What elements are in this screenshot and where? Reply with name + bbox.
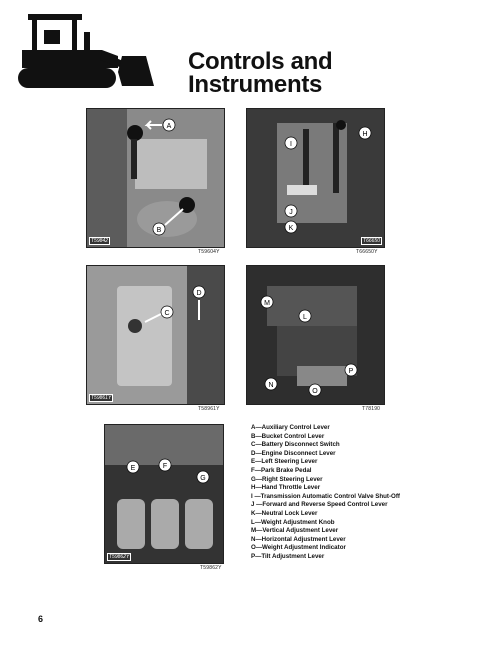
svg-text:K: K bbox=[288, 225, 294, 232]
svg-text:E: E bbox=[130, 465, 136, 472]
svg-text:F: F bbox=[162, 463, 168, 470]
photo-steering-throttle-levers bbox=[246, 108, 385, 248]
page-title-line2: Instruments bbox=[188, 71, 323, 98]
legend-item: E—Left Steering Lever bbox=[251, 458, 318, 466]
photo-caption: T78190 bbox=[362, 406, 381, 412]
callout-p bbox=[345, 364, 357, 376]
legend-item: K—Neutral Lock Lever bbox=[251, 509, 318, 517]
legend-item: B—Bucket Control Lever bbox=[251, 432, 325, 440]
photo-stamp: T59842 bbox=[91, 238, 108, 244]
legend-item: J —Forward and Reverse Speed Control Lever bbox=[251, 501, 388, 509]
photo-auxiliary-bucket-levers bbox=[86, 108, 225, 248]
svg-text:P: P bbox=[348, 368, 354, 375]
legend-item: A—Auxiliary Control Lever bbox=[251, 424, 330, 431]
svg-text:H: H bbox=[362, 131, 368, 138]
legend-item: D—Engine Disconnect Lever bbox=[251, 449, 336, 457]
legend-item: L—Weight Adjustment Knob bbox=[251, 518, 335, 526]
photo-pedals bbox=[104, 424, 224, 564]
callout-j bbox=[285, 205, 297, 217]
callout-n bbox=[265, 378, 277, 390]
callout-h bbox=[359, 127, 371, 139]
photo-seat-adjustments bbox=[246, 265, 385, 405]
callout-m bbox=[261, 296, 273, 308]
photo-disconnect-switches bbox=[86, 265, 225, 405]
legend-item: F—Park Brake Pedal bbox=[251, 466, 312, 474]
callout-k bbox=[285, 221, 297, 233]
legend-list bbox=[251, 424, 486, 562]
callout-o bbox=[309, 384, 321, 396]
page-title-line1: Controls and bbox=[188, 48, 333, 75]
legend-item: H—Hand Throttle Lever bbox=[251, 484, 321, 492]
callout-i bbox=[285, 137, 297, 149]
callout-e bbox=[127, 461, 139, 473]
page-number: 6 bbox=[38, 614, 44, 624]
svg-text:L: L bbox=[303, 314, 307, 321]
legend-item: G—Right Steering Lever bbox=[251, 475, 323, 483]
legend-item: O—Weight Adjustment Indicator bbox=[251, 544, 346, 552]
legend-item: N—Horizontal Adjustment Lever bbox=[251, 535, 346, 543]
photo-stamp: T59862Y bbox=[109, 554, 130, 560]
legend-item: M—Vertical Adjustment Lever bbox=[251, 527, 339, 535]
svg-text:N: N bbox=[268, 382, 274, 389]
photo-caption: T66650Y bbox=[356, 249, 378, 255]
legend-item: P—Tilt Adjustment Lever bbox=[251, 552, 325, 560]
svg-text:O: O bbox=[312, 388, 318, 395]
photo-caption: T59862Y bbox=[200, 565, 222, 571]
callout-l bbox=[299, 310, 311, 322]
svg-text:C: C bbox=[164, 310, 170, 317]
legend-item: C—Battery Disconnect Switch bbox=[251, 441, 340, 449]
callout-f bbox=[159, 459, 171, 471]
photo-stamp: T66650 bbox=[363, 238, 380, 244]
svg-text:G: G bbox=[200, 475, 206, 482]
svg-text:D: D bbox=[196, 290, 202, 297]
svg-text:B: B bbox=[156, 227, 162, 234]
svg-text:A: A bbox=[166, 123, 172, 130]
photo-caption: T58961Y bbox=[198, 406, 220, 412]
crawler-loader-icon bbox=[18, 12, 158, 92]
svg-text:M: M bbox=[264, 300, 270, 307]
photo-caption: T59604Y bbox=[198, 249, 220, 255]
legend-item: I —Transmission Automatic Control Valve Shut-Off bbox=[251, 492, 400, 500]
svg-text:J: J bbox=[289, 209, 293, 216]
photo-stamp: T59861Y bbox=[91, 395, 112, 401]
svg-text:I: I bbox=[290, 141, 292, 148]
callout-g bbox=[197, 471, 209, 483]
